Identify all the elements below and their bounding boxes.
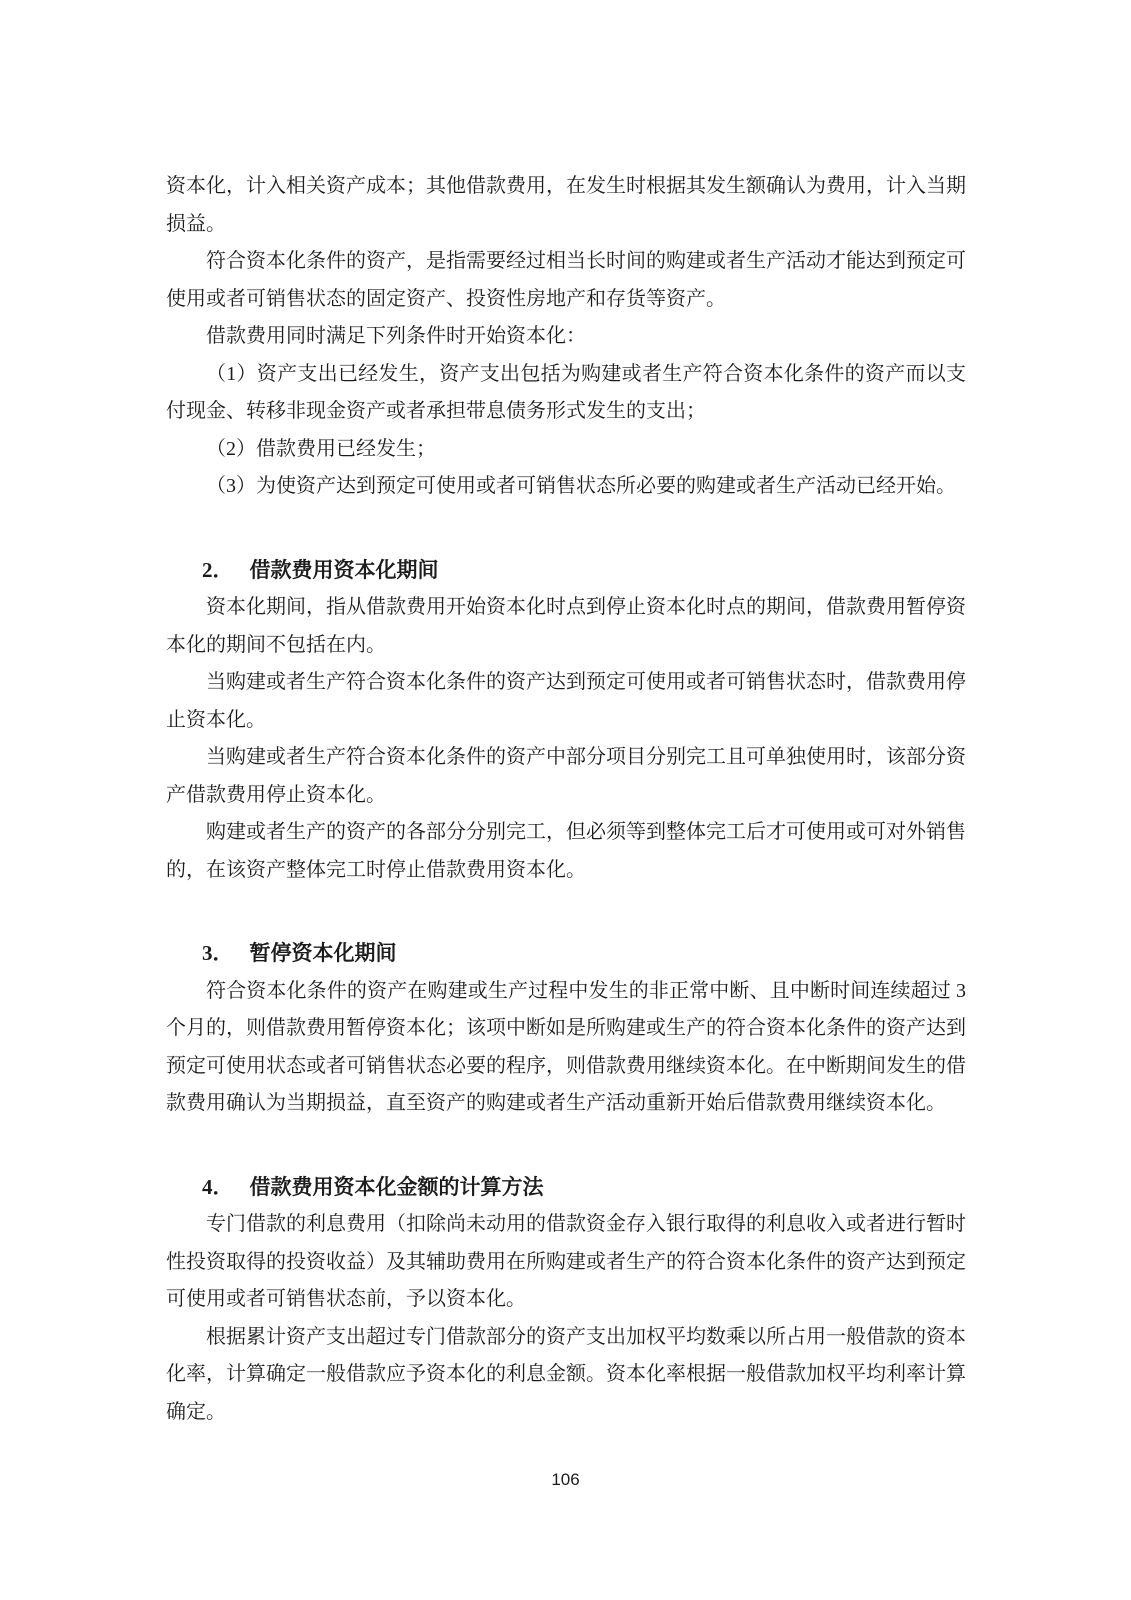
paragraph: 资本化期间，指从借款费用开始资本化时点到停止资本化时点的期间，借款费用暂停资本化的期间不包括在内。 bbox=[166, 596, 966, 656]
document-body bbox=[166, 168, 966, 1431]
paragraph: 购建或者生产的资产的各部分分别完工，但必须等到整体完工后才可使用或可对外销售的，在该资产整体完工时停止借款费用资本化。 bbox=[166, 821, 966, 881]
paragraph: 当购建或者生产符合资本化条件的资产中部分项目分别完工且可单独使用时，该部分资产借款费用停止资本化。 bbox=[166, 746, 966, 806]
section-title: 暂停资本化期间 bbox=[249, 941, 397, 965]
paragraph: 符合资本化条件的资产在购建或生产过程中发生的非正常中断、且中断时间连续超过 3 个月的，则借款费用暂停资本化；该项中断如是所购建或生产的符合资本化条件的资产达到预定可使用状态或者可销售状态必要的程序，则借款费用继续资本化。在中断期间发生的借款费用确认为当期损益，直至资产的购建或者生产活动重新开始后借款费用继续资本化。 bbox=[166, 979, 966, 1114]
paragraph-item-1: （1）资产支出已经发生，资产支出包括为购建或者生产符合资本化条件的资产而以支付现金、转移非现金资产或者承担带息债务形式发生的支出； bbox=[166, 362, 966, 422]
paragraph: 符合资本化条件的资产，是指需要经过相当长时间的购建或者生产活动才能达到预定可使用或者可销售状态的固定资产、投资性房地产和存货等资产。 bbox=[166, 250, 966, 310]
paragraph: 当购建或者生产符合资本化条件的资产达到预定可使用或者可销售状态时，借款费用停止资本化。 bbox=[166, 671, 966, 731]
section-title: 借款费用资本化金额的计算方法 bbox=[249, 1174, 544, 1199]
section-number: 4． bbox=[202, 1174, 234, 1199]
section-heading-4 bbox=[166, 1169, 966, 1207]
paragraph-continuation: 资本化，计入相关资产成本；其他借款费用，在发生时根据其发生额确认为费用，计入当期损益。 bbox=[166, 175, 966, 235]
paragraph: 专门借款的利息费用（扣除尚未动用的借款资金存入银行取得的利息收入或者进行暂时性投资取得的投资收益）及其辅助费用在所购建或者生产的符合资本化条件的资产达到预定可使用或者可销售状态前，予以资本化。 bbox=[166, 1213, 966, 1310]
paragraph: 借款费用同时满足下列条件时开始资本化： bbox=[206, 325, 586, 347]
section-number: 3． bbox=[202, 941, 234, 965]
paragraph-item-3: （3）为使资产达到预定可使用或者可销售状态所必要的购建或者生产活动已经开始。 bbox=[206, 475, 956, 497]
section-heading-3 bbox=[166, 935, 966, 973]
paragraph: 根据累计资产支出超过专门借款部分的资产支出加权平均数乘以所占用一般借款的资本化率，计算确定一般借款应予资本化的利息金额。资本化率根据一般借款加权平均利率计算确定。 bbox=[166, 1325, 966, 1423]
section-title: 借款费用资本化期间 bbox=[249, 557, 439, 582]
paragraph-item-2: （2）借款费用已经发生； bbox=[206, 437, 436, 460]
page-number: 106 bbox=[551, 1470, 580, 1489]
section-number: 2． bbox=[202, 557, 234, 582]
section-heading-2 bbox=[166, 552, 966, 590]
